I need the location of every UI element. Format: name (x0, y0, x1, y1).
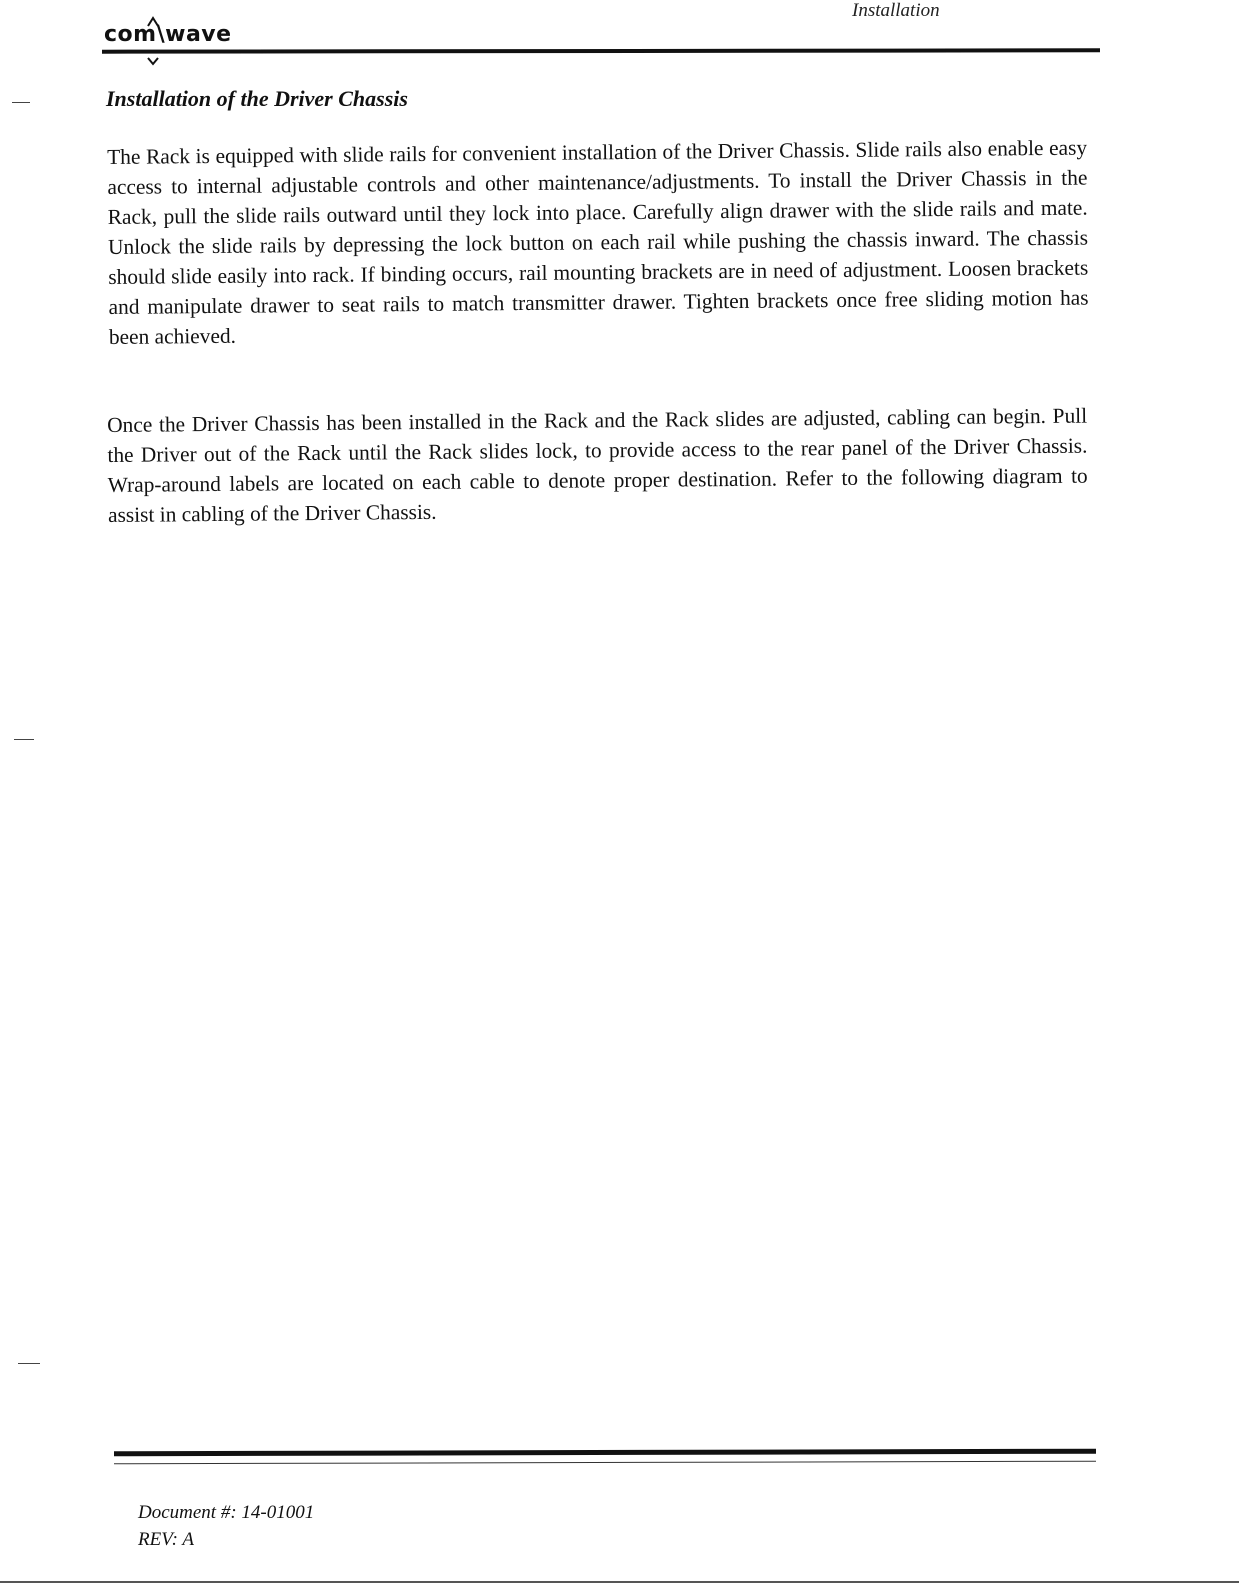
scan-edge-line (0, 1581, 1239, 1583)
header-section-name: Installation (852, 0, 940, 21)
company-logo (104, 22, 232, 47)
header-rule (102, 48, 1100, 53)
revision: REV: A (138, 1529, 194, 1550)
paragraph-cabling: Once the Driver Chassis has been installed in the Rack and the Rack slides are adjusted, cabling can begin. Pull the Driver out of the Rack until the Rack slides lock, to provide access to the rear panel of the Driver Chassis. Wrap-around labels are located on each cable to denote proper destination. Refer to the following diagram to assist in cabling of the Driver Chassis. (107, 403, 1088, 527)
logo-text: com\wave (104, 22, 232, 47)
footer-rule-thin (114, 1461, 1096, 1465)
footer-rule-thick (114, 1449, 1096, 1457)
scan-mark (18, 1363, 40, 1364)
scan-mark (14, 739, 34, 740)
section-heading: Installation of the Driver Chassis (106, 86, 408, 111)
document-number: Document #: 14-01001 (138, 1502, 315, 1523)
scan-mark (12, 102, 30, 103)
logo-mark-icon (104, 22, 214, 62)
paragraph-installation: The Rack is equipped with slide rails for convenient installation of the Driver Chassis. Slide rails also enable easy access to internal adjustable controls and other maintenance/adjustments. To install the Driver Chassis in the Rack, pull the slide rails outward until they lock into place. Carefully align drawer with the slide rails and mate. Unlock the slide rails by depressing the lock button on each rail while pushing the chassis inward. The chassis should slide easily into rack. If binding occurs, rail mounting brackets are in need of adjustment. Loosen brackets and manipulate drawer to seat rails to match transmitter drawer. Tighten brackets once free sliding motion has been achieved. (107, 135, 1089, 349)
